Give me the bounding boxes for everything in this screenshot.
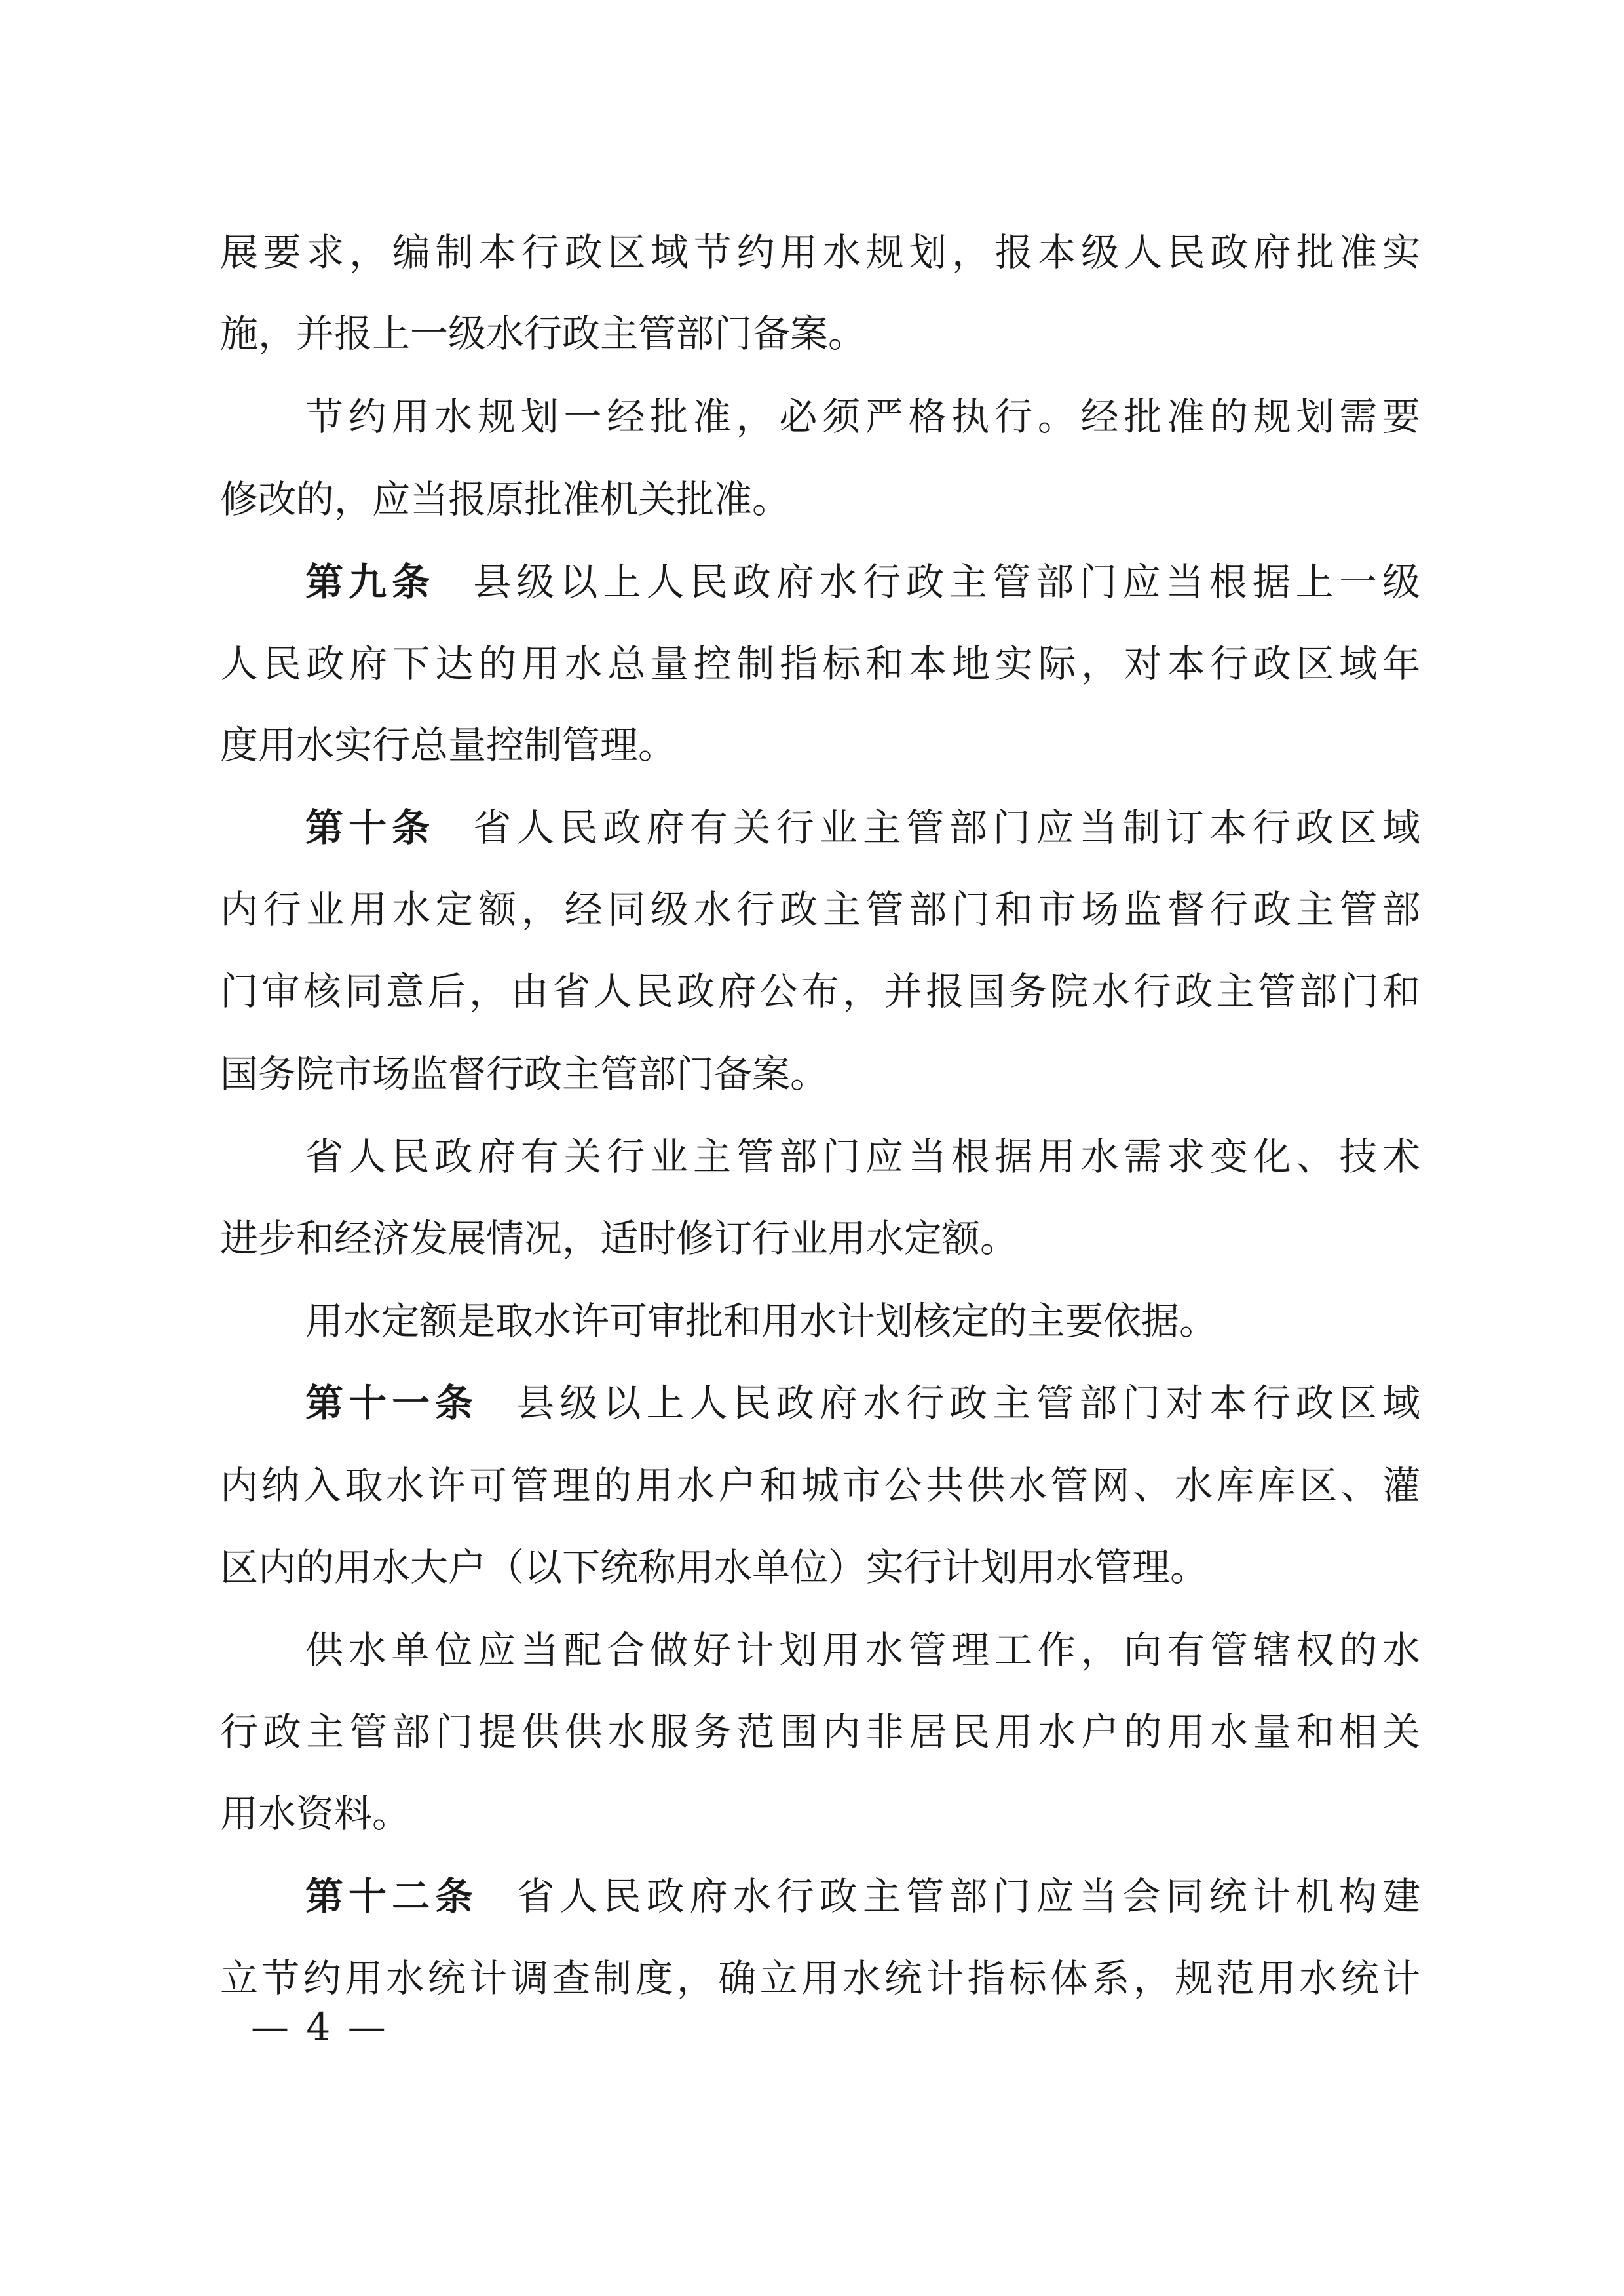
line-text: 用水定额是取水许可审批和用水计划核定的主要依据。: [305, 1299, 1218, 1343]
text-line-1: [220, 216, 1420, 288]
text-line-10: [220, 955, 1420, 1027]
article-label: 第十一条: [305, 1381, 479, 1425]
article-9-line-1: [305, 546, 1420, 618]
line-text: 修改的，应当报原批准机关批准。: [220, 477, 791, 522]
text-line-18: [305, 1614, 1420, 1686]
line-text: 进步和经济发展情况，适时修订行业用水定额。: [220, 1216, 1019, 1261]
line-text: 用水资料。: [220, 1791, 411, 1836]
text-line-16: [220, 1449, 1420, 1521]
line-text: 县级以上人民政府水行政主管部门对本行政区域: [516, 1381, 1420, 1425]
line-text: 县级以上人民政府水行政主管部门应当根据上一级: [473, 560, 1420, 604]
text-line-12: [305, 1120, 1420, 1193]
text-line-2: [220, 297, 1420, 370]
text-line-3: [305, 381, 1420, 453]
line-text: 国务院市场监督行政主管部门备案。: [220, 1052, 829, 1096]
line-text: 省人民政府有关行业主管部门应当制订本行政区域: [473, 805, 1420, 850]
line-text: 度用水实行总量控制管理。: [220, 723, 677, 767]
line-text: 展要求，编制本行政区域节约用水规划，报本级人民政府批准实: [220, 230, 1420, 275]
line-text: 省人民政府有关行业主管部门应当根据用水需求变化、技术: [305, 1134, 1420, 1179]
line-text: 省人民政府水行政主管部门应当会同统计机构建: [516, 1874, 1420, 1919]
text-line-19: [220, 1696, 1420, 1768]
text-line-14: [305, 1285, 1420, 1357]
line-text: 行政主管部门提供供水服务范围内非居民用水户的用水量和相关: [220, 1710, 1420, 1754]
article-12-line-1: [305, 1860, 1420, 1932]
text-line-7: [220, 709, 1420, 781]
line-text: 内行业用水定额，经同级水行政主管部门和市场监督行政主管部: [220, 887, 1420, 932]
line-text: 区内的用水大户（以下统称用水单位）实行计划用水管理。: [220, 1545, 1209, 1590]
text-line-9: [220, 873, 1420, 946]
line-text: 内纳入取水许可管理的用水户和城市公共供水管网、水库库区、灌: [220, 1463, 1420, 1508]
text-line-20: [220, 1778, 1420, 1850]
text-line-6: [220, 628, 1420, 700]
article-label: 第十二条: [305, 1874, 479, 1919]
text-line-4: [220, 463, 1420, 535]
line-text: 节约用水规划一经批准，必须严格执行。经批准的规划需要: [305, 394, 1420, 439]
text-line-22: [220, 1942, 1420, 2014]
article-10-line-1: [305, 792, 1420, 864]
line-text: 施，并报上一级水行政主管部门备案。: [220, 311, 867, 356]
page-number: — 4 —: [251, 2004, 388, 2049]
text-line-13: [220, 1202, 1420, 1274]
text-line-11: [220, 1038, 1420, 1110]
article-label: 第十条: [305, 805, 436, 850]
line-text: 人民政府下达的用水总量控制指标和本地实际，对本行政区域年: [220, 641, 1420, 686]
line-text: 立节约用水统计调查制度，确立用水统计指标体系，规范用水统计: [220, 1956, 1420, 2000]
line-text: 门审核同意后，由省人民政府公布，并报国务院水行政主管部门和: [220, 969, 1420, 1014]
article-label: 第九条: [305, 560, 436, 604]
text-line-17: [220, 1531, 1420, 1603]
line-text: 供水单位应当配合做好计划用水管理工作，向有管辖权的水: [305, 1628, 1420, 1672]
article-11-line-1: [305, 1367, 1420, 1439]
